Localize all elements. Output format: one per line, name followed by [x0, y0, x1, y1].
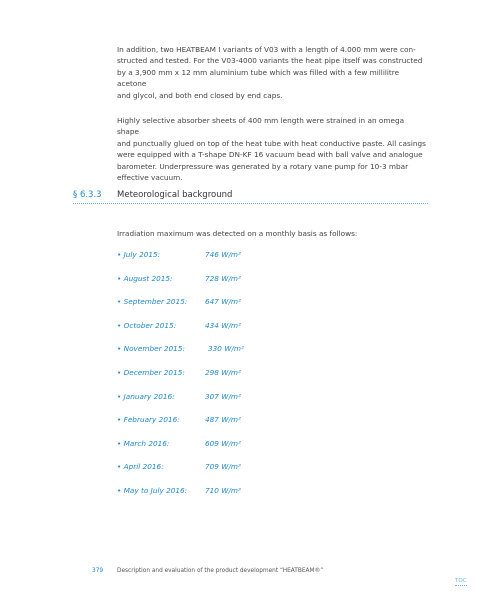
list-item	[117, 344, 317, 368]
irradiation-value: 609 W/m²	[205, 438, 241, 448]
irradiation-month: • September 2015:	[117, 297, 188, 307]
paragraph-line: effective vacuum.	[117, 173, 183, 183]
paragraph-line: In addition, two HEATBEAM I variants of V03 with a length of 4.000 mm were con-	[117, 45, 416, 54]
irradiation-list	[117, 250, 317, 510]
list-item	[117, 274, 317, 298]
irradiation-value: 746 W/m²	[205, 250, 241, 259]
irradiation-intro: Irradiation maximum was detected on a monthly basis as follows:	[117, 229, 358, 238]
paragraph-line: by a 3,900 mm x 12 mm aluminium tube which was filled with a few millilitre acetone	[117, 67, 400, 89]
irradiation-month: • January 2016:	[117, 391, 175, 401]
paragraph-line: structed and tested. For the V03-4000 variants the heat pipe itself was constructed	[117, 56, 423, 66]
toc-link[interactable]: TOC	[455, 578, 467, 584]
paragraph-line: Highly selective absorber sheets of 400 mm length were strained in an omega shape	[117, 116, 405, 137]
irradiation-value: 709 W/m²	[205, 462, 241, 472]
paragraph-heat-pipe-construction	[117, 44, 427, 101]
paragraph-line: were equipped with a T-shape DN-KF 16 vacuum bead with ball valve and analogue	[117, 150, 423, 160]
paragraph-absorber-sheets	[117, 115, 427, 183]
list-item	[117, 486, 317, 510]
list-item	[117, 392, 317, 416]
paragraph-line: barometer. Underpressure was generated by a rotary vane pump for 10-3 mbar	[117, 161, 409, 171]
list-item	[117, 462, 317, 486]
irradiation-value: 728 W/m²	[205, 273, 241, 283]
irradiation-value: 330 W/m²	[208, 344, 244, 354]
irradiation-value: 307 W/m²	[205, 391, 241, 401]
irradiation-month: • November 2015:	[117, 344, 185, 354]
section-divider	[73, 203, 428, 204]
irradiation-value: 434 W/m²	[205, 320, 241, 330]
section-number: § 6.3.3	[73, 190, 102, 200]
irradiation-value: 710 W/m²	[205, 485, 241, 495]
list-item	[117, 439, 317, 463]
irradiation-month: • October 2015:	[117, 320, 177, 330]
page-number: 379	[92, 568, 104, 574]
list-item	[117, 415, 317, 439]
paragraph-line: and glycol, and both end closed by end caps.	[117, 90, 283, 100]
irradiation-month: • August 2015:	[117, 273, 173, 283]
irradiation-month: • March 2016:	[117, 438, 170, 448]
irradiation-value: 298 W/m²	[205, 367, 241, 377]
paragraph-line: and punctually glued on top of the heat tube with heat conductive paste. All casings	[117, 138, 426, 148]
irradiation-month: • February 2016:	[117, 415, 180, 425]
list-item	[117, 297, 317, 321]
irradiation-value: 647 W/m²	[205, 297, 241, 307]
irradiation-month: • May to July 2016:	[117, 485, 188, 495]
section-title: Meteorological background	[117, 190, 233, 200]
irradiation-month: • April 2016:	[117, 462, 164, 472]
list-item	[117, 321, 317, 345]
list-item	[117, 250, 317, 274]
irradiation-month: • July 2015:	[117, 250, 161, 259]
irradiation-month: • December 2015:	[117, 367, 185, 377]
irradiation-value: 487 W/m²	[205, 415, 241, 425]
footer-description: Description and evaluation of the product development “HEATBEAM®”	[117, 568, 324, 574]
list-item	[117, 368, 317, 392]
